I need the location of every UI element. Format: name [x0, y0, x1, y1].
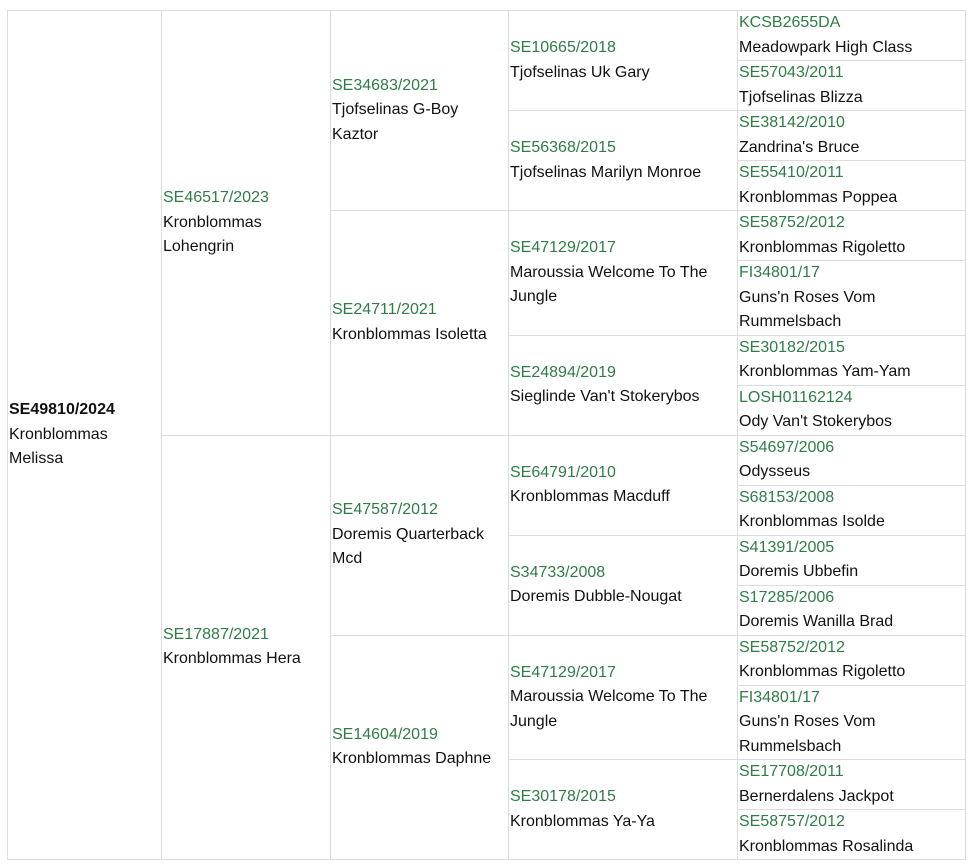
dog-name: Kronblommas Rigoletto [739, 238, 906, 256]
dog-name: Guns'n Roses Vom Rummelsbach [739, 713, 876, 755]
dog-name: Kronblommas Rigoletto [739, 663, 906, 680]
reg-number-link[interactable]: S68153/2008 [739, 488, 835, 506]
dog-name: Odysseus [739, 463, 811, 480]
pedigree-cell-gen3 [509, 11, 738, 111]
dog-name: Ody Van't Stokerybos [739, 413, 893, 430]
reg-number-link[interactable]: SE30182/2015 [739, 338, 845, 356]
reg-number-link[interactable]: SE56368/2015 [510, 139, 616, 156]
reg-number-link[interactable]: S17285/2006 [739, 588, 835, 606]
dog-name: Sieglinde Van't Stokerybos [510, 388, 700, 405]
pedigree-table [7, 10, 966, 860]
reg-number-link[interactable]: LOSH01162124 [739, 388, 853, 406]
dog-name: Tjofselinas Blizza [739, 88, 863, 106]
pedigree-cell-gen4 [738, 535, 966, 585]
reg-number-link[interactable]: SE47129/2017 [510, 663, 616, 681]
pedigree-cell-gen2 [331, 11, 509, 211]
reg-number-link[interactable]: SE55410/2011 [739, 164, 844, 181]
pedigree-cell-gen3 [509, 760, 738, 860]
reg-number-link[interactable]: SE17708/2011 [739, 763, 844, 780]
pedigree-cell-gen4 [738, 111, 966, 161]
dog-name: Tjofselinas Uk Gary [510, 63, 650, 81]
dog-name: Doremis Dubble-Nougat [510, 588, 682, 605]
pedigree-cell-gen3 [509, 535, 738, 635]
pedigree-cell-gen4 [738, 435, 966, 485]
dog-name: Tjofselinas G-Boy Kaztor [332, 101, 459, 143]
pedigree-cell-gen4 [738, 485, 966, 535]
pedigree-cell-gen4 [738, 635, 966, 685]
pedigree-cell-gen3 [509, 335, 738, 435]
reg-number-link[interactable]: SE10665/2018 [510, 39, 616, 56]
dog-name: Maroussia Welcome To The Jungle [510, 688, 708, 730]
dog-name: Kronblommas Isolde [739, 513, 885, 530]
reg-number: SE49810/2024 [9, 401, 115, 419]
pedigree-cell-gen2 [331, 435, 509, 635]
dog-name: Kronblommas Lohengrin [163, 213, 262, 255]
reg-number-link[interactable]: SE47587/2012 [332, 501, 438, 519]
reg-number-link[interactable]: S41391/2005 [739, 538, 835, 556]
pedigree-cell-gen4 [738, 261, 966, 336]
dog-name: Bernerdalens Jackpot [739, 787, 894, 805]
reg-number-link[interactable]: SE57043/2011 [739, 64, 844, 81]
dog-name: Kronblommas Poppea [739, 188, 898, 206]
pedigree-cell-gen4 [738, 161, 966, 211]
pedigree-cell-gen4 [738, 335, 966, 385]
reg-number-link[interactable]: SE34683/2021 [332, 76, 438, 94]
reg-number-link[interactable]: SE58752/2012 [739, 638, 845, 656]
dog-name: Kronblommas Hera [163, 650, 301, 668]
dog-name: Doremis Wanilla Brad [739, 613, 894, 630]
dog-name: Doremis Quarterback Mcd [332, 525, 485, 568]
pedigree-cell-gen3 [509, 435, 738, 535]
dog-name: Guns'n Roses Vom Rummelsbach [739, 288, 876, 330]
dog-name: Kronblommas Rosalinda [739, 837, 914, 855]
pedigree-cell-gen4 [738, 211, 966, 261]
reg-number-link[interactable]: KCSB2655DA [739, 14, 841, 31]
pedigree-cell-gen4 [738, 385, 966, 435]
dog-name: Meadowpark High Class [739, 38, 913, 56]
reg-number-link[interactable]: SE24711/2021 [332, 301, 437, 319]
reg-number-link[interactable]: S34733/2008 [510, 563, 606, 581]
dog-name: Maroussia Welcome To The Jungle [510, 263, 708, 305]
dog-name: Tjofselinas Marilyn Monroe [510, 163, 702, 181]
reg-number-link[interactable]: SE14604/2019 [332, 725, 438, 743]
reg-number-link[interactable]: SE47129/2017 [510, 239, 616, 256]
pedigree-cell-gen2 [331, 635, 509, 860]
dog-name: Kronblommas Macduff [510, 488, 670, 505]
reg-number-link[interactable]: SE24894/2019 [510, 363, 616, 381]
reg-number-link[interactable]: SE17887/2021 [163, 625, 269, 643]
reg-number-link[interactable]: SE58752/2012 [739, 214, 845, 231]
pedigree-cell-gen4 [738, 61, 966, 111]
reg-number-link[interactable]: SE46517/2023 [163, 189, 269, 206]
pedigree-cell-root [8, 11, 162, 860]
reg-number-link[interactable]: SE64791/2010 [510, 463, 616, 481]
pedigree-cell-gen3 [509, 211, 738, 336]
pedigree-cell-gen4 [738, 760, 966, 810]
pedigree-cell-gen3 [509, 111, 738, 211]
pedigree-cell-sire [162, 11, 331, 436]
dog-name: Kronblommas Daphne [332, 750, 492, 768]
pedigree-cell-gen4 [738, 585, 966, 635]
reg-number-link[interactable]: SE38142/2010 [739, 114, 845, 131]
reg-number-link[interactable]: SE58757/2012 [739, 813, 845, 830]
pedigree-cell-gen4 [738, 685, 966, 760]
dog-name: Kronblommas Ya-Ya [510, 812, 655, 830]
dog-name: Doremis Ubbefin [739, 563, 859, 580]
reg-number-link[interactable]: S54697/2006 [739, 438, 835, 456]
reg-number-link[interactable]: FI34801/17 [739, 688, 820, 706]
pedigree-cell-gen4 [738, 810, 966, 860]
pedigree-cell-dam [162, 435, 331, 860]
pedigree-cell-gen2 [331, 211, 509, 436]
dog-name: Zandrina's Bruce [739, 138, 860, 156]
reg-number-link[interactable]: FI34801/17 [739, 264, 820, 281]
reg-number-link[interactable]: SE30178/2015 [510, 788, 616, 805]
pedigree-cell-gen3 [509, 635, 738, 760]
dog-name: Kronblommas Yam-Yam [739, 363, 911, 380]
pedigree-cell-gen4 [738, 11, 966, 61]
dog-name: Kronblommas Isoletta [332, 325, 487, 343]
dog-name: Kronblommas Melissa [9, 425, 108, 468]
